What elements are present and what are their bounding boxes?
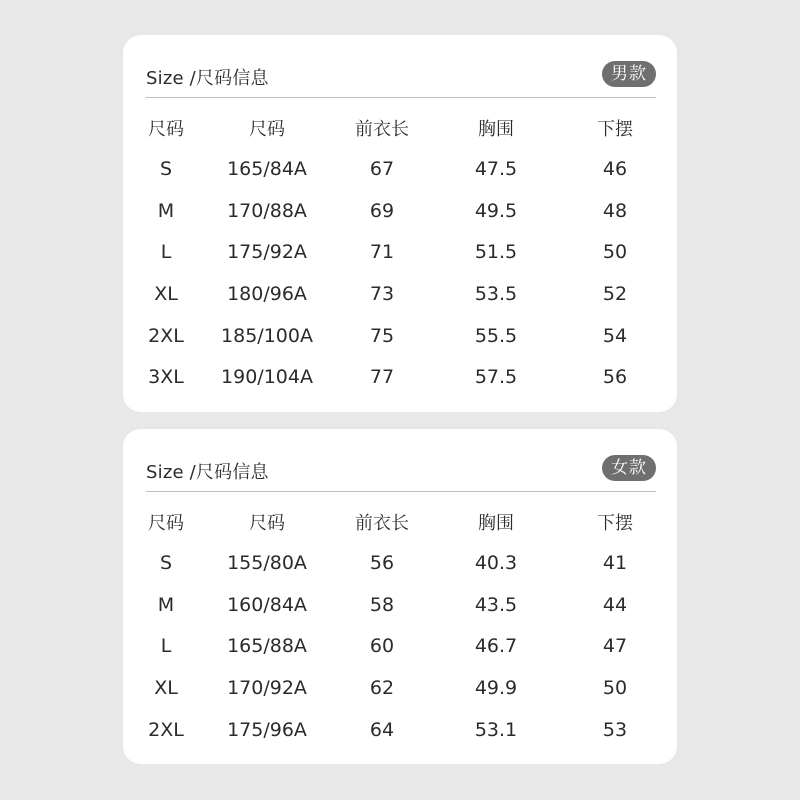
cell-chest: 47.5 [474, 157, 518, 180]
cell-size-code: S [159, 551, 173, 574]
cell-chest: 49.9 [474, 676, 518, 699]
cell-size-code: 3XL [148, 366, 184, 389]
cell-size-code: 2XL [148, 718, 184, 741]
table-row [123, 667, 677, 709]
mens-badge: 男款 [602, 61, 656, 87]
header-front-length: 前衣长 [355, 512, 409, 534]
mens-size-card [123, 35, 677, 412]
table-row [123, 315, 677, 357]
table-row [123, 625, 677, 667]
cell-front-length: 69 [369, 199, 395, 222]
cell-size-code: 2XL [148, 324, 184, 347]
cell-size-spec: 170/88A [227, 199, 307, 222]
mens-card-title: Size /尺码信息 [146, 68, 269, 89]
cell-hem: 50 [602, 676, 628, 699]
womens-size-card [123, 429, 677, 764]
womens-card-header [146, 455, 656, 492]
cell-hem: 56 [602, 366, 628, 389]
header-front-length: 前衣长 [355, 118, 409, 140]
cell-chest: 40.3 [474, 551, 518, 574]
cell-chest: 51.5 [474, 241, 518, 264]
table-header-row [123, 107, 677, 148]
cell-size-spec: 165/84A [227, 157, 307, 180]
table-row [123, 584, 677, 626]
cell-size-code: L [160, 241, 172, 264]
table-row [123, 709, 677, 751]
header-hem: 下摆 [597, 512, 633, 534]
cell-size-code: S [159, 157, 173, 180]
cell-size-code: M [157, 199, 175, 222]
cell-hem: 50 [602, 241, 628, 264]
cell-size-spec: 175/96A [227, 718, 307, 741]
header-size-spec: 尺码 [249, 512, 285, 534]
cell-front-length: 64 [369, 718, 395, 741]
cell-chest: 55.5 [474, 324, 518, 347]
cell-hem: 53 [602, 718, 628, 741]
table-row [123, 148, 677, 190]
cell-hem: 47 [602, 635, 628, 658]
womens-card-title: Size /尺码信息 [146, 462, 269, 483]
cell-size-spec: 165/88A [227, 635, 307, 658]
table-row [123, 356, 677, 398]
cell-size-code: XL [154, 676, 178, 699]
cell-chest: 53.5 [474, 282, 518, 305]
table-row [123, 542, 677, 584]
cell-size-code: M [157, 593, 175, 616]
cell-chest: 53.1 [474, 718, 518, 741]
cell-size-spec: 160/84A [227, 593, 307, 616]
cell-front-length: 73 [369, 282, 395, 305]
cell-front-length: 62 [369, 676, 395, 699]
cell-size-code: L [160, 635, 172, 658]
cell-front-length: 58 [369, 593, 395, 616]
cell-hem: 52 [602, 282, 628, 305]
cell-size-spec: 155/80A [227, 551, 307, 574]
table-row [123, 231, 677, 273]
header-size-code: 尺码 [148, 512, 184, 534]
cell-front-length: 75 [369, 324, 395, 347]
table-row [123, 273, 677, 315]
cell-size-spec: 180/96A [227, 282, 307, 305]
mens-size-table [123, 107, 677, 398]
cell-size-spec: 185/100A [221, 324, 313, 347]
cell-hem: 44 [602, 593, 628, 616]
cell-chest: 46.7 [474, 635, 518, 658]
cell-hem: 41 [602, 551, 628, 574]
cell-chest: 49.5 [474, 199, 518, 222]
womens-badge: 女款 [602, 455, 656, 481]
cell-front-length: 71 [369, 241, 395, 264]
header-size-spec: 尺码 [249, 118, 285, 140]
header-chest: 胸围 [478, 512, 514, 534]
cell-hem: 46 [602, 157, 628, 180]
header-chest: 胸围 [478, 118, 514, 140]
cell-hem: 48 [602, 199, 628, 222]
cell-hem: 54 [602, 324, 628, 347]
cell-front-length: 67 [369, 157, 395, 180]
header-size-code: 尺码 [148, 118, 184, 140]
table-row [123, 190, 677, 232]
cell-size-spec: 190/104A [221, 366, 313, 389]
table-header-row [123, 501, 677, 542]
mens-card-header [146, 61, 656, 98]
cell-chest: 57.5 [474, 366, 518, 389]
cell-size-code: XL [154, 282, 178, 305]
womens-size-table [123, 501, 677, 750]
cell-front-length: 77 [369, 366, 395, 389]
header-hem: 下摆 [597, 118, 633, 140]
cell-chest: 43.5 [474, 593, 518, 616]
cell-front-length: 60 [369, 635, 395, 658]
cell-front-length: 56 [369, 551, 395, 574]
cell-size-spec: 170/92A [227, 676, 307, 699]
cell-size-spec: 175/92A [227, 241, 307, 264]
